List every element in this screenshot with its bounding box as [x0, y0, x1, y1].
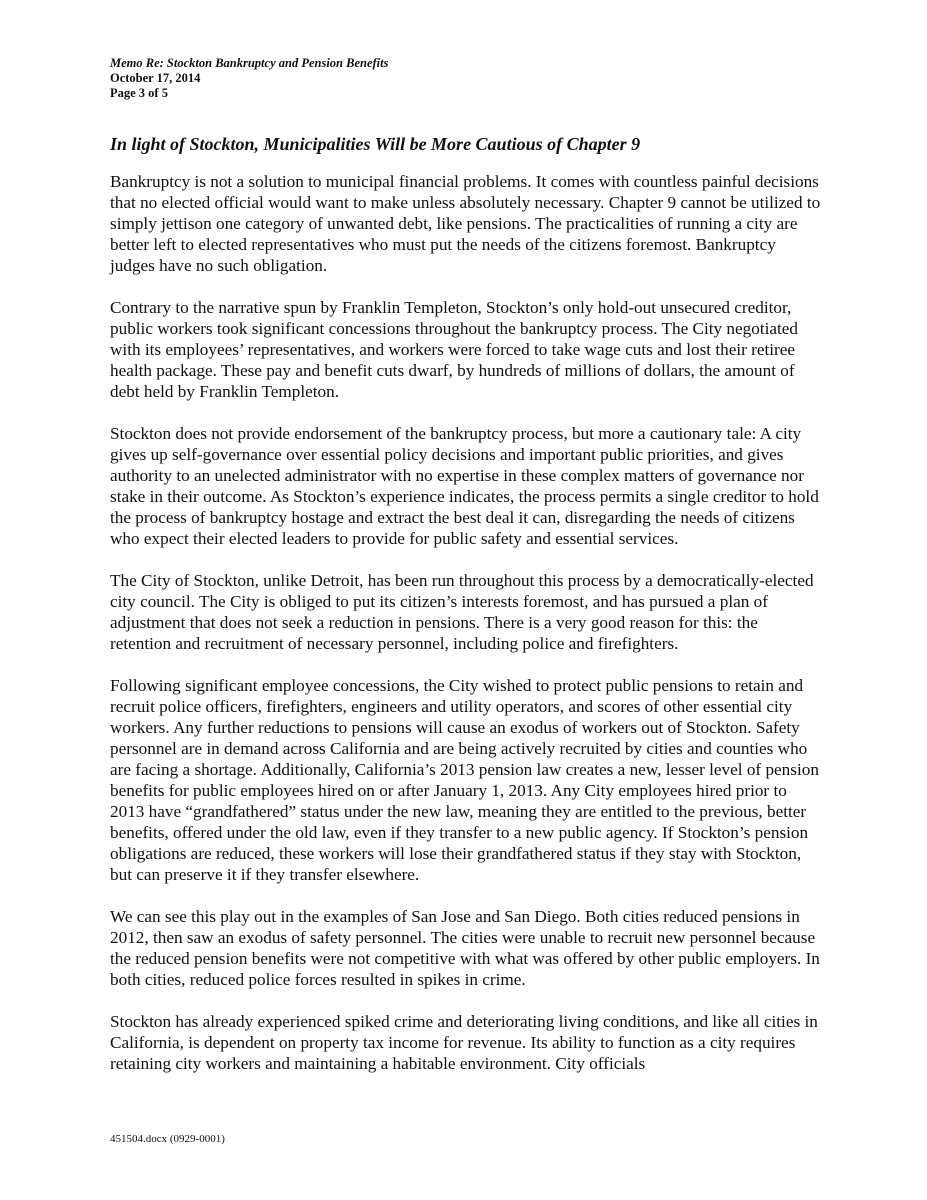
memo-date: October 17, 2014: [110, 71, 201, 85]
memo-subject: Memo Re: Stockton Bankruptcy and Pension Benefits: [110, 56, 389, 70]
page-number: Page 3 of 5: [110, 86, 168, 100]
paragraph-1: Bankruptcy is not a solution to municipal financial problems. It comes with countless painful decisions that no elected official would want to make unless absolutely necessary. Chapter 9 cannot be utilized to simply jettison one category of unwanted debt, like pensions. The practicalities of running a city are better left to elected representatives who must put the needs of the citizens foremost. Bankruptcy judges have no such obligation.: [110, 172, 821, 275]
section-heading: In light of Stockton, Municipalities Will be More Cautious of Chapter 9: [110, 134, 641, 154]
document-footer: 451504.docx (0929-0001): [110, 1133, 225, 1145]
paragraph-5: Following significant employee concessions, the City wished to protect public pensions to retain and recruit police officers, firefighters, engineers and utility operators, and scores of other essential city workers. Any further reductions to pensions will cause an exodus of workers out of Stockton. Safety personnel are in demand across California and are being actively recruited by cities and counties who are facing a shortage. Additionally, California’s 2013 pension law creates a new, lesser level of pension benefits for public employees hired on or after January 1, 2013. Any City employees hired prior to 2013 have “grandfathered” status under the new law, meaning they are entitled to the previous, better benefits, offered under the old law, even if they transfer to a new public agency. If Stockton’s pension obligations are reduced, these workers will lose their grandfathered status if they stay with Stockton, but can preserve it if they transfer elsewhere.: [110, 676, 819, 884]
paragraph-7: Stockton has already experienced spiked crime and deteriorating living conditions, and like all cities in California, is dependent on property tax income for revenue. Its ability to function as a city requires retaining city workers and maintaining a habitable environment. City officials: [110, 1012, 818, 1073]
paragraph-6: We can see this play out in the examples of San Jose and San Diego. Both cities reduced pensions in 2012, then saw an exodus of safety personnel. The cities were unable to recruit new personnel because the reduced pension benefits were not competitive with what was offered by other public employers. In both cities, reduced police forces resulted in spikes in crime.: [110, 907, 820, 989]
paragraph-4: The City of Stockton, unlike Detroit, has been run throughout this process by a democratically-elected city council. The City is obliged to put its citizen’s interests foremost, and has pursued a plan of adjustment that does not seek a reduction in pensions. There is a very good reason for this: the retention and recruitment of necessary personnel, including police and firefighters.: [110, 571, 814, 653]
paragraph-3: Stockton does not provide endorsement of the bankruptcy process, but more a cautionary tale: A city gives up self-governance over essential policy decisions and important public priorities, and gives authority to an unelected administrator with no expertise in these complex matters of governance nor stake in their outcome. As Stockton’s experience indicates, the process permits a single creditor to hold the process of bankruptcy hostage and extract the best deal it can, disregarding the needs of citizens who expect their elected leaders to provide for public safety and essential services.: [110, 424, 819, 548]
paragraph-2: Contrary to the narrative spun by Franklin Templeton, Stockton’s only hold-out unsecured creditor, public workers took significant concessions throughout the bankruptcy process. The City negotiated with its employees’ representatives, and workers were forced to take wage cuts and lost their retiree health package. These pay and benefit cuts dwarf, by hundreds of millions of dollars, the amount of debt held by Franklin Templeton.: [110, 298, 798, 401]
document-page: [110, 56, 822, 1095]
